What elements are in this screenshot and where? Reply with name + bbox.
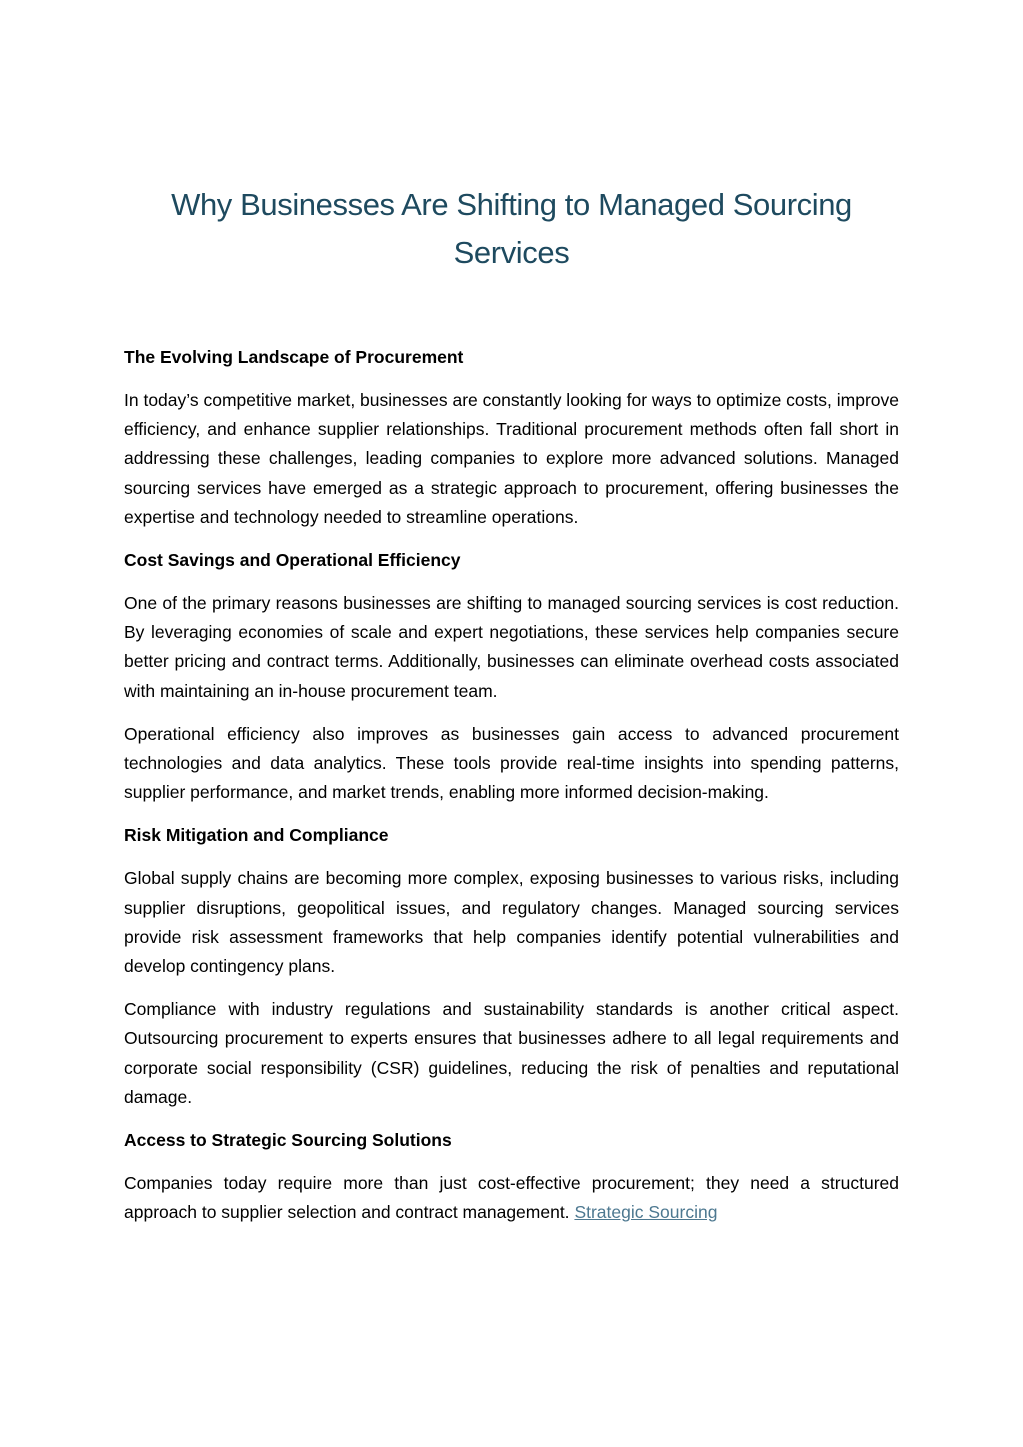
section-heading-procurement-landscape: The Evolving Landscape of Procurement [124, 347, 464, 367]
section-heading-strategic-sourcing: Access to Strategic Sourcing Solutions [124, 1130, 452, 1151]
paragraph-strategic-sourcing [124, 1169, 899, 1227]
section-heading-cost-savings: Cost Savings and Operational Efficiency [124, 550, 461, 571]
paragraph-procurement-landscape: In today’s competitive market, businesses are constantly looking for ways to optimize costs, improve efficiency, and enhance supplier relationships. Traditional procurement methods often fall short in addressing these challenges, leading companies to explore more advanced solutions. Managed sourcing services have emerged as a strategic approach to procurement, offering businesses the expertise and technology needed to streamline operations. [124, 390, 899, 527]
paragraph-strategic-sourcing-text: Companies today require more than just cost-effective procurement; they need a structured approach to supplier selection and contract management. [124, 1173, 899, 1223]
paragraph-operational-efficiency: Operational efficiency also improves as businesses gain access to advanced procurement technologies and data analytics. These tools provide real-time insights into spending patterns, supplier performance, and market trends, enabling more informed decision-making. [124, 723, 899, 803]
strategic-sourcing-link[interactable]: Strategic Sourcing [574, 1202, 718, 1223]
document-page [124, 0, 899, 1227]
paragraph-cost-reduction: One of the primary reasons businesses are shifting to managed sourcing services is cost reduction. By leveraging economies of scale and expert negotiations, these services help companies secure better pricing and contract terms. Additionally, businesses can eliminate overhead costs associated with maintaining an in-house procurement team. [124, 593, 899, 701]
section-heading-risk-mitigation: Risk Mitigation and Compliance [124, 825, 389, 846]
document-title: Why Businesses Are Shifting to Managed Sourcing Services [171, 187, 852, 270]
paragraph-compliance: Compliance with industry regulations and sustainability standards is another critical aspect. Outsourcing procurement to experts ensures that businesses adhere to all legal requirements and corporate social responsibility (CSR) guidelines, reducing the risk of penalties and reputational damage. [124, 999, 899, 1107]
paragraph-supply-chain-risks: Global supply chains are becoming more complex, exposing businesses to various risks, including supplier disruptions, geopolitical issues, and regulatory changes. Managed sourcing services provide risk assessment frameworks that help companies identify potential vulnerabilities and develop contingency plans. [124, 868, 899, 977]
